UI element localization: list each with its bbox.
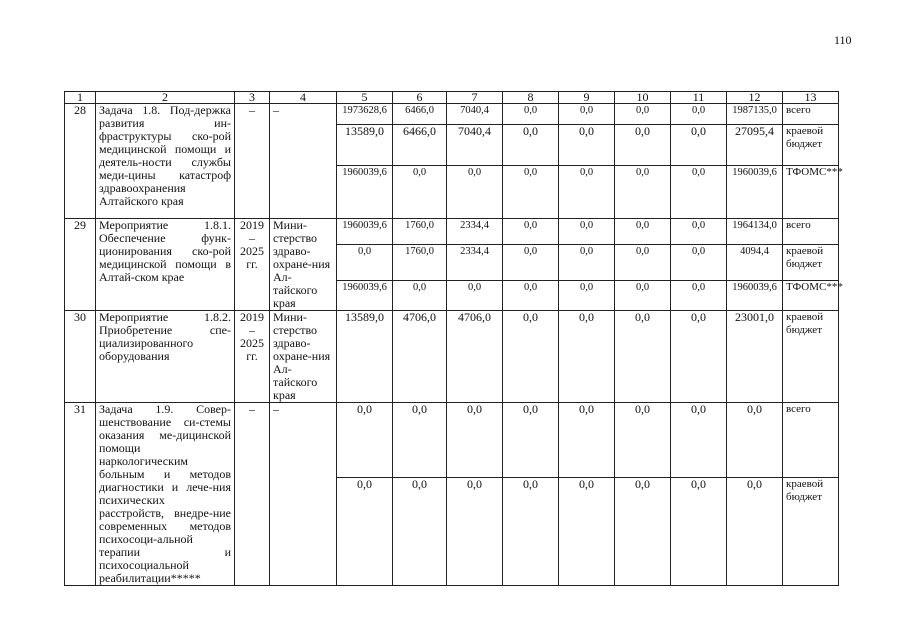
funding-source-cell: ТФОМС***: [783, 166, 839, 219]
amount-cell: 0,0: [503, 403, 559, 478]
funding-source-cell: краевой бюджет: [783, 478, 839, 586]
amount-cell: 0,0: [727, 403, 783, 478]
amount-cell: 0,0: [615, 403, 671, 478]
row-executor: Мини-стерство здраво-охране-ния Ал-тайского края: [270, 311, 337, 403]
amount-cell: 0,0: [671, 219, 727, 245]
amount-cell: 0,0: [615, 311, 671, 403]
amount-cell: 0,0: [393, 281, 447, 311]
amount-cell: 6466,0: [393, 104, 447, 125]
amount-cell: 1960039,6: [727, 281, 783, 311]
header-cell: 6: [393, 92, 447, 104]
row-years: –: [235, 104, 270, 219]
amount-cell: 0,0: [503, 125, 559, 166]
amount-cell: 2334,4: [447, 245, 503, 281]
funding-source-cell: краевой бюджет: [783, 311, 839, 403]
budget-table: [64, 90, 843, 586]
amount-cell: 13589,0: [337, 125, 393, 166]
table-row: [65, 104, 839, 125]
amount-cell: 6466,0: [393, 125, 447, 166]
amount-cell: 0,0: [447, 403, 503, 478]
amount-cell: 0,0: [559, 403, 615, 478]
amount-cell: 0,0: [615, 245, 671, 281]
amount-cell: 0,0: [559, 125, 615, 166]
amount-cell: 0,0: [671, 166, 727, 219]
amount-cell: 1964134,0: [727, 219, 783, 245]
amount-cell: 0,0: [447, 478, 503, 586]
amount-cell: 0,0: [615, 104, 671, 125]
amount-cell: 0,0: [337, 245, 393, 281]
row-number: 30: [65, 311, 96, 403]
amount-cell: 1987135,0: [727, 104, 783, 125]
amount-cell: 4094,4: [727, 245, 783, 281]
amount-cell: 0,0: [559, 478, 615, 586]
amount-cell: 0,0: [615, 166, 671, 219]
amount-cell: 7040,4: [447, 104, 503, 125]
row-number: 29: [65, 219, 96, 311]
amount-cell: 1960039,6: [337, 166, 393, 219]
amount-cell: 4706,0: [447, 311, 503, 403]
amount-cell: 0,0: [615, 125, 671, 166]
funding-source-cell: краевой бюджет: [783, 245, 839, 281]
amount-cell: 0,0: [337, 403, 393, 478]
amount-cell: 0,0: [393, 403, 447, 478]
amount-cell: 0,0: [559, 166, 615, 219]
row-description: Мероприятие 1.8.2. Приобретение спе-циализированного оборудования: [96, 311, 235, 403]
amount-cell: 0,0: [503, 311, 559, 403]
amount-cell: 4706,0: [393, 311, 447, 403]
amount-cell: 0,0: [727, 478, 783, 586]
header-cell: 5: [337, 92, 393, 104]
amount-cell: 0,0: [503, 281, 559, 311]
header-cell: 13: [783, 92, 839, 104]
amount-cell: 1760,0: [393, 219, 447, 245]
amount-cell: 0,0: [671, 311, 727, 403]
row-description: Задача 1.9. Совер-шенствование си-стемы оказания ме-дицинской помощи наркологическим больным и методов диагностики и лече-ния психических расстройств, внедре-ние современных методов психосоци-альной терапии и психосоциальной реабилитации*****: [96, 403, 235, 586]
header-cell: 8: [503, 92, 559, 104]
header-cell: 10: [615, 92, 671, 104]
amount-cell: 2334,4: [447, 219, 503, 245]
amount-cell: 0,0: [447, 166, 503, 219]
amount-cell: 1973628,6: [337, 104, 393, 125]
funding-source-cell: всего: [783, 104, 839, 125]
amount-cell: 0,0: [503, 219, 559, 245]
amount-cell: 0,0: [559, 104, 615, 125]
row-executor: Мини-стерство здраво-охране-ния Ал-тайского края: [270, 219, 337, 311]
amount-cell: 27095,4: [727, 125, 783, 166]
table-row: [65, 311, 839, 403]
header-cell: 3: [235, 92, 270, 104]
table-row: [65, 403, 839, 478]
row-executor: –: [270, 403, 337, 586]
amount-cell: 7040,4: [447, 125, 503, 166]
header-cell: 1: [65, 92, 96, 104]
row-executor: –: [270, 104, 337, 219]
amount-cell: 0,0: [615, 281, 671, 311]
amount-cell: 0,0: [671, 403, 727, 478]
row-description: Мероприятие 1.8.1. Обеспечение функ-ционирования ско-рой медицинской помощи в Алтай-ском крае: [96, 219, 235, 311]
amount-cell: 1960039,6: [337, 281, 393, 311]
amount-cell: 0,0: [503, 245, 559, 281]
amount-cell: 1960039,6: [727, 166, 783, 219]
amount-cell: 0,0: [559, 219, 615, 245]
column-number-row: [65, 92, 839, 104]
amount-cell: 0,0: [393, 166, 447, 219]
amount-cell: 1760,0: [393, 245, 447, 281]
funding-source-cell: всего: [783, 219, 839, 245]
amount-cell: 0,0: [559, 245, 615, 281]
amount-cell: 0,0: [337, 478, 393, 586]
amount-cell: 0,0: [671, 245, 727, 281]
amount-cell: 23001,0: [727, 311, 783, 403]
funding-source-cell: краевой бюджет: [783, 125, 839, 166]
header-cell: 2: [96, 92, 235, 104]
amount-cell: 0,0: [671, 281, 727, 311]
amount-cell: 0,0: [671, 104, 727, 125]
row-years: 2019 – 2025 гг.: [235, 311, 270, 403]
row-years: –: [235, 403, 270, 586]
amount-cell: 0,0: [671, 125, 727, 166]
amount-cell: 0,0: [559, 281, 615, 311]
header-cell: 11: [671, 92, 727, 104]
amount-cell: 0,0: [503, 104, 559, 125]
amount-cell: 0,0: [671, 478, 727, 586]
amount-cell: 0,0: [393, 478, 447, 586]
row-number: 28: [65, 104, 96, 219]
row-years: 2019 – 2025 гг.: [235, 219, 270, 311]
header-cell: 7: [447, 92, 503, 104]
header-cell: 4: [270, 92, 337, 104]
funding-source-cell: ТФОМС***: [783, 281, 839, 311]
amount-cell: 0,0: [447, 281, 503, 311]
row-description: Задача 1.8. Под-держка развития ин-фраструктуры ско-рой медицинской помощи и деятель-ности службы меди-цины катастроф здравоохранения Алтайского края: [96, 104, 235, 219]
amount-cell: 0,0: [559, 311, 615, 403]
amount-cell: 0,0: [615, 219, 671, 245]
funding-source-cell: всего: [783, 403, 839, 478]
amount-cell: 13589,0: [337, 311, 393, 403]
table-row: [65, 219, 839, 245]
header-cell: 12: [727, 92, 783, 104]
row-number: 31: [65, 403, 96, 586]
amount-cell: 1960039,6: [337, 219, 393, 245]
amount-cell: 0,0: [503, 166, 559, 219]
amount-cell: 0,0: [503, 478, 559, 586]
amount-cell: 0,0: [615, 478, 671, 586]
header-cell: 9: [559, 92, 615, 104]
page-number: 110: [834, 33, 852, 47]
